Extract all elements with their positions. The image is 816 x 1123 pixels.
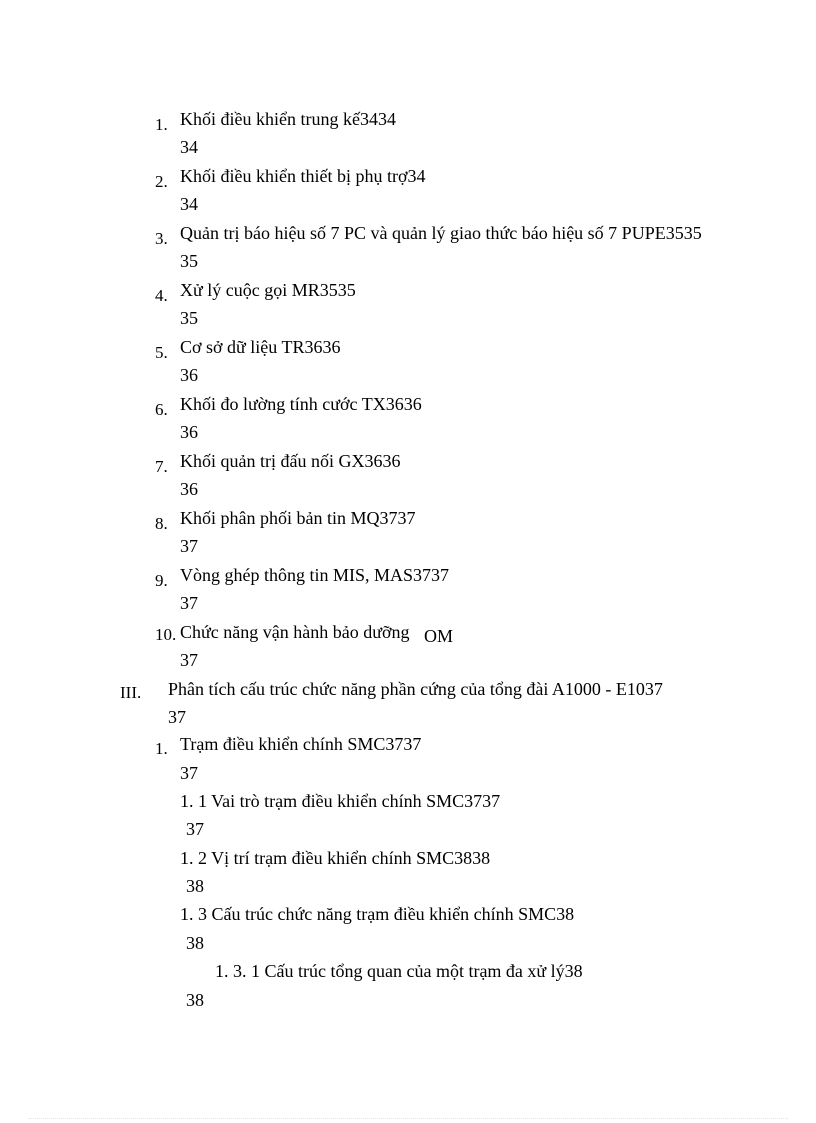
toc-item-page: 37 xyxy=(180,650,198,670)
toc-item-marker: 4. xyxy=(155,286,168,305)
toc-item-page: 36 xyxy=(180,365,198,385)
toc-subitem-title[interactable]: 1. 3 Cấu trúc chức năng trạm điều khiển chính SMC38 xyxy=(180,904,575,924)
toc-item-marker: 6. xyxy=(155,400,168,419)
toc-item-page: 37 xyxy=(180,593,198,613)
toc-item-page: 35 xyxy=(180,251,198,271)
toc-item-title[interactable]: Xử lý cuộc gọi MR3535 xyxy=(180,280,356,300)
toc-item-title[interactable]: Khối phân phối bản tin MQ3737 xyxy=(180,508,416,528)
toc-subitem-page: 38 xyxy=(186,933,204,953)
toc-item-title[interactable]: Trạm điều khiển chính SMC3737 xyxy=(180,734,422,754)
toc-item-marker: 10. xyxy=(155,625,177,644)
toc-item-marker: 9. xyxy=(155,571,168,590)
toc-item-page: 35 xyxy=(180,308,198,328)
toc-subitem-title[interactable]: 1. 1 Vai trò trạm điều khiển chính SMC3737 xyxy=(180,791,501,811)
toc-item-title[interactable]: Khối điều khiển trung kế3434 xyxy=(180,109,396,129)
toc-item-title[interactable]: Chức năng vận hành bảo dưỡng xyxy=(180,622,410,642)
toc-item-page: 37 xyxy=(180,536,198,556)
toc-item-marker: 1. xyxy=(155,739,168,758)
toc-item-title[interactable]: Quản trị báo hiệu số 7 PC và quản lý giao thức báo hiệu số 7 PUPE3535 xyxy=(180,223,702,243)
toc-item-title[interactable]: Khối quản trị đấu nối GX3636 xyxy=(180,451,401,471)
toc-subsubitem-page: 38 xyxy=(186,990,204,1010)
toc-item-title[interactable]: Vòng ghép thông tin MIS, MAS3737 xyxy=(180,565,450,585)
toc-item-page: 36 xyxy=(180,479,198,499)
page-bottom-rule xyxy=(28,1118,788,1119)
toc-item-marker: 8. xyxy=(155,514,168,533)
toc-item-title[interactable]: Khối đo lường tính cước TX3636 xyxy=(180,394,422,414)
toc-item-marker: 5. xyxy=(155,343,168,362)
toc-subitem-title[interactable]: 1. 2 Vị trí trạm điều khiển chính SMC3838 xyxy=(180,848,491,868)
toc-item-marker: 2. xyxy=(155,172,168,191)
toc-item-page: 34 xyxy=(180,137,198,157)
toc-subitem-page: 37 xyxy=(186,819,204,839)
toc-section-marker: III. xyxy=(120,683,142,702)
toc-subsubitem-title[interactable]: 1. 3. 1 Cấu trúc tổng quan của một trạm đa xử lý38 xyxy=(215,961,583,981)
toc-item-title[interactable]: Cơ sở dữ liệu TR3636 xyxy=(180,337,341,357)
toc-item-marker: 3. xyxy=(155,229,168,248)
toc-item-marker: 7. xyxy=(155,457,168,476)
toc-section-title[interactable]: Phân tích cấu trúc chức năng phần cứng của tổng đài A1000 - E1037 xyxy=(168,679,663,699)
toc-item-title-tail[interactable]: OM xyxy=(424,626,454,646)
toc-item-page: 37 xyxy=(180,763,198,783)
toc-section-page: 37 xyxy=(168,707,186,727)
toc-item-title[interactable]: Khối điều khiển thiết bị phụ trợ34 xyxy=(180,166,426,186)
toc-item-page: 34 xyxy=(180,194,198,214)
toc-subitem-page: 38 xyxy=(186,876,204,896)
toc-item-page: 36 xyxy=(180,422,198,442)
toc-item-marker: 1. xyxy=(155,115,168,134)
